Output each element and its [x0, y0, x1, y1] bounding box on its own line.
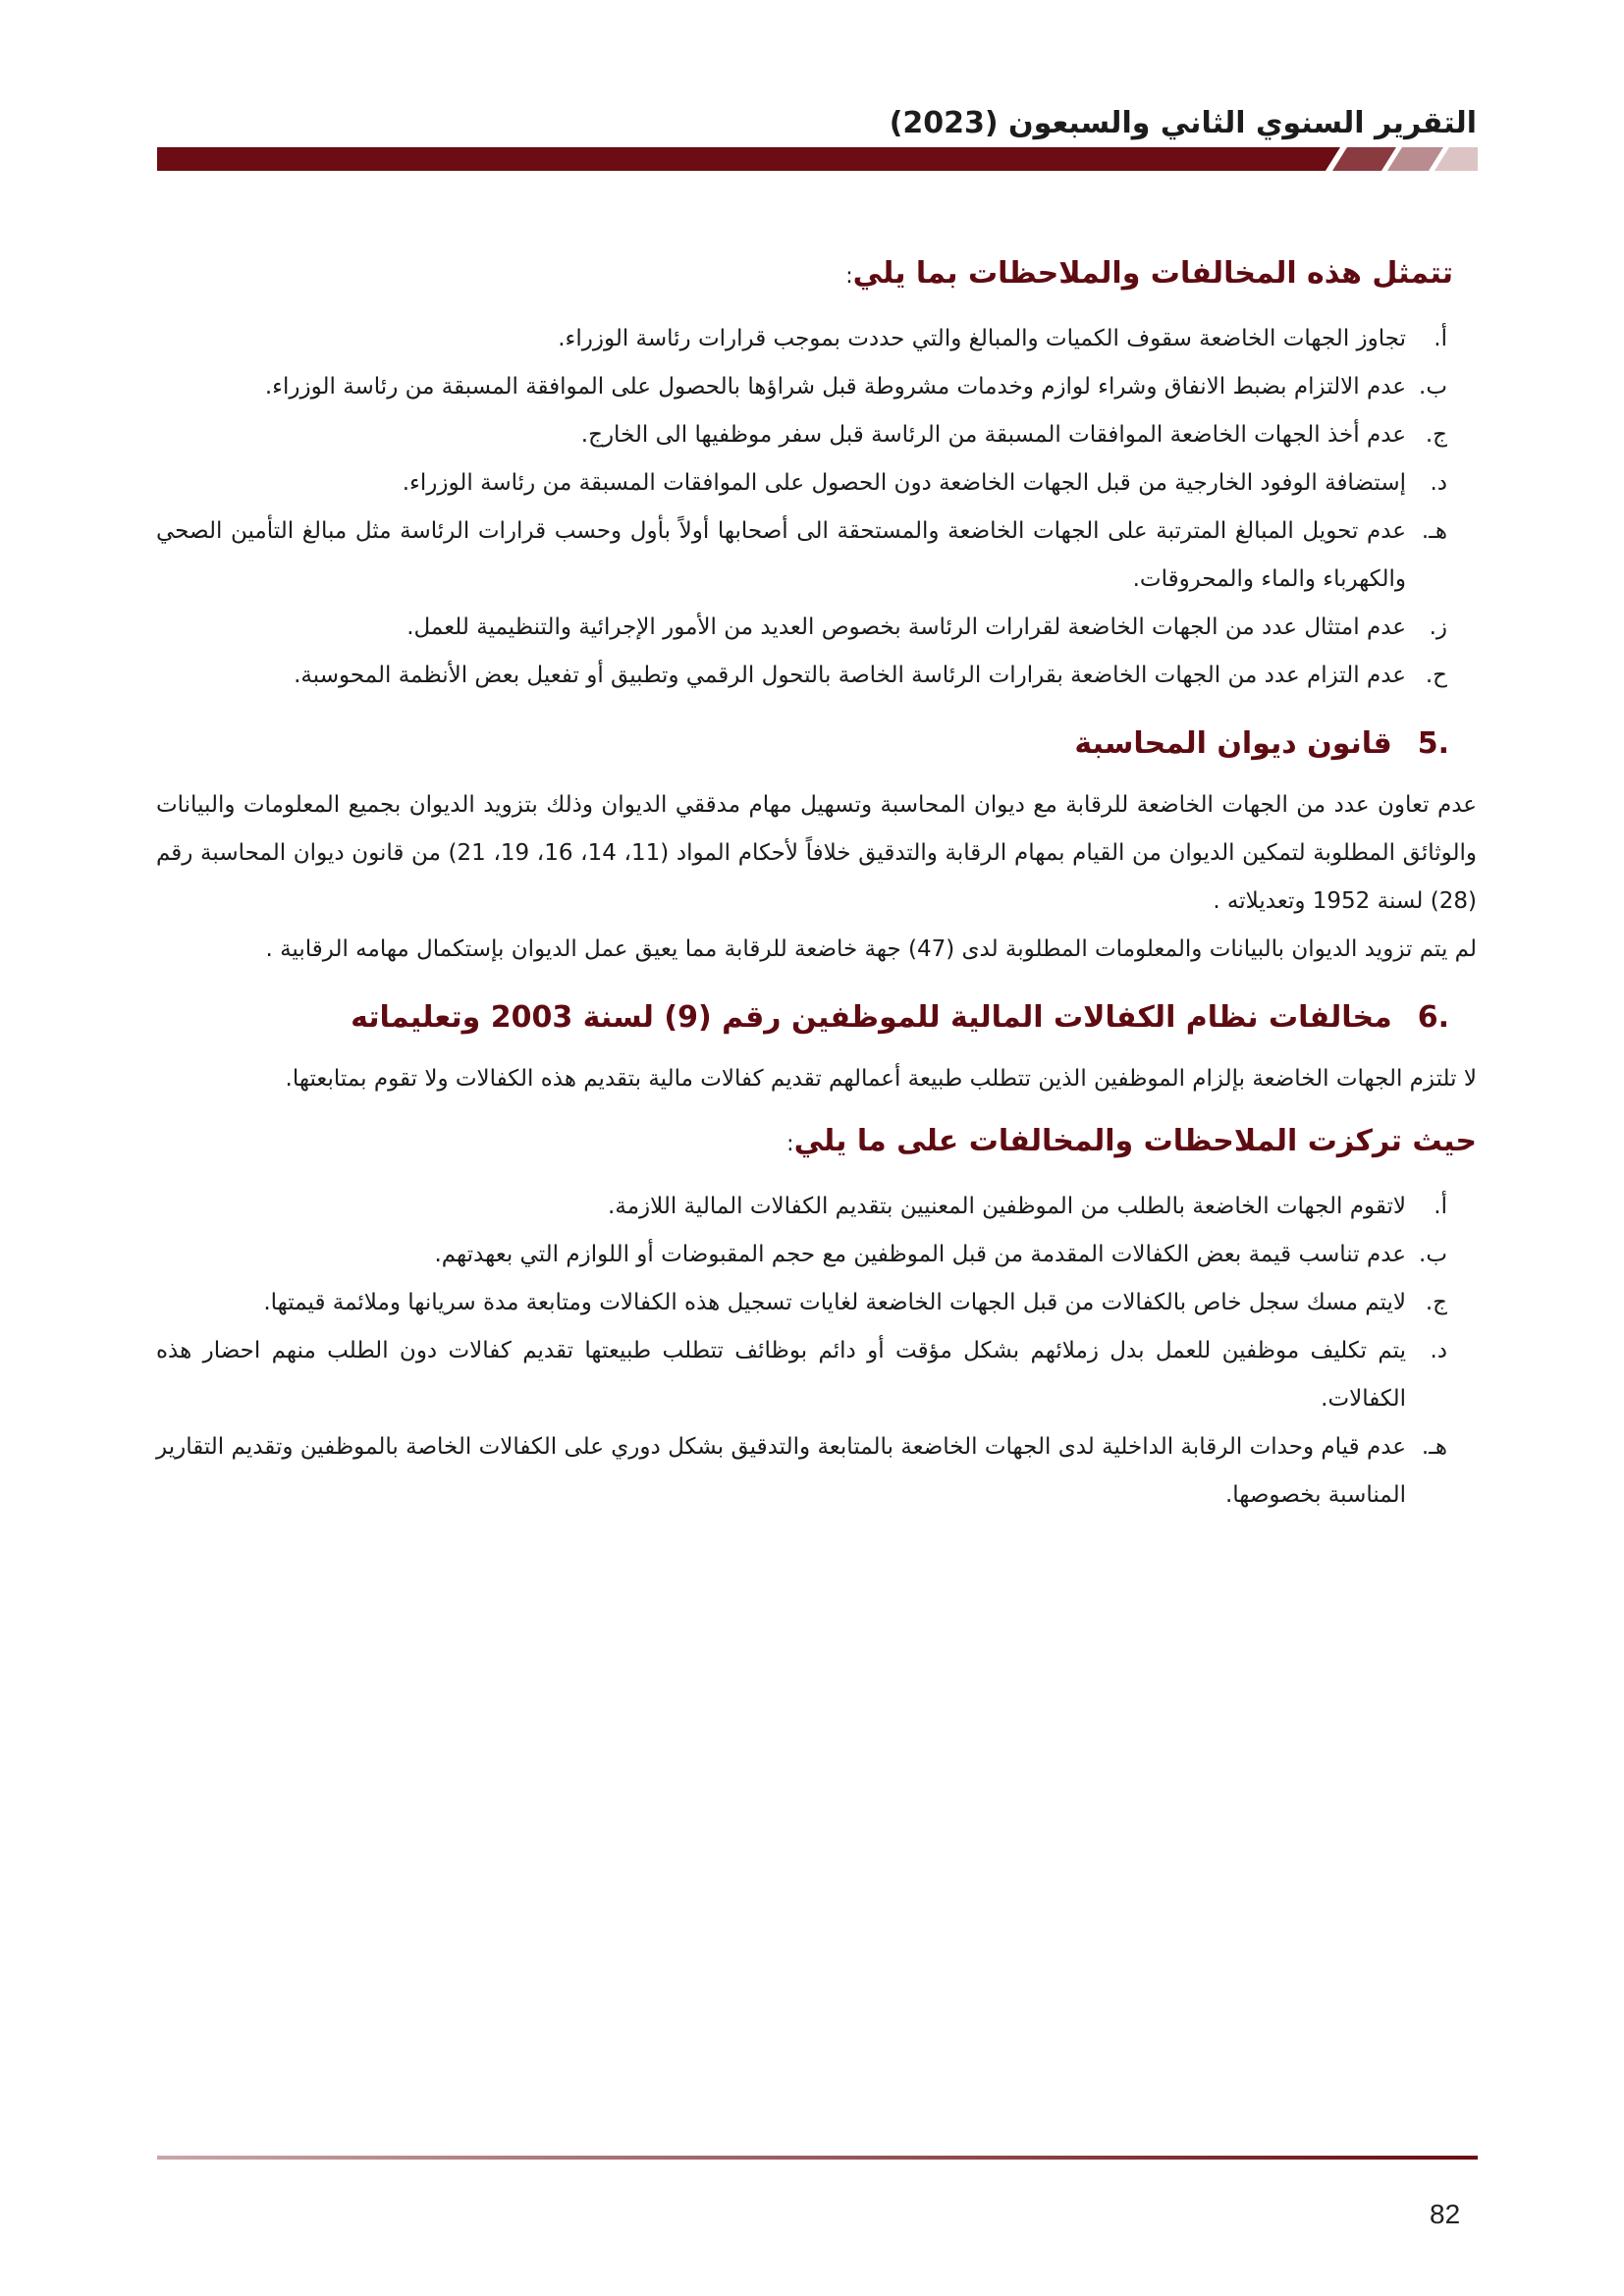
- page-number: 82: [1430, 2199, 1461, 2229]
- header-decorative-bar: [157, 147, 1478, 171]
- list-marker: ج.: [1425, 422, 1447, 448]
- list-item: [156, 363, 1477, 411]
- section-6-subheading: [156, 1119, 1477, 1163]
- list-item: [156, 1279, 1477, 1327]
- list-item-text: عدم تناسب قيمة بعض الكفالات المقدمة من قبل الموظفين مع حجم المقبوضات أو اللوازم التي بعهدتهم.: [434, 1242, 1406, 1267]
- section-5-heading: [156, 721, 1477, 766]
- footer-divider: [157, 2156, 1478, 2160]
- list-marker: ز.: [1429, 614, 1447, 640]
- list-marker: أ.: [1434, 326, 1447, 351]
- header-bar-main: [157, 147, 1340, 171]
- list-item: [156, 652, 1477, 700]
- section-6-subheading-colon: :: [786, 1132, 794, 1156]
- section-6-title: مخالفات نظام الكفالات المالية للموظفين رقم (9) لسنة 2003 وتعليماته: [351, 1000, 1392, 1035]
- list-marker: د.: [1430, 470, 1447, 496]
- section-6-subheading-text: حيث تركزت الملاحظات والمخالفات على ما يلي: [793, 1124, 1477, 1158]
- list-marker: ب.: [1419, 1242, 1447, 1267]
- list-item: [156, 507, 1477, 604]
- header-bar-fade-1: [1332, 147, 1396, 171]
- list-item-text: إستضافة الوفود الخارجية من قبل الجهات الخاضعة دون الحصول على الموافقات المسبقة من رئاسة الوزراء.: [402, 470, 1406, 496]
- section-5-paragraph: عدم تعاون عدد من الجهات الخاضعة للرقابة مع ديوان المحاسبة وتسهيل مهام مدققي الديوان وذلك بتزويد الديوان بجميع المعلومات والبيانات والوثائق المطلوبة لتمكين الديوان من القيام بمهام الرقابة والتدقيق خلافاً لأحكام المواد (11، 14، 16، 19، 21) من قانون ديوان المحاسبة رقم (28) لسنة 1952 وتعديلاته .: [156, 792, 1478, 914]
- list-marker: د.: [1430, 1338, 1447, 1363]
- section-5-number: .5: [1417, 726, 1449, 761]
- list-item: [156, 411, 1477, 459]
- list-item-text: عدم امتثال عدد من الجهات الخاضعة لقرارات الرئاسة بخصوص العديد من الأمور الإجرائية والتنظيمية للعمل.: [406, 614, 1406, 640]
- list-item: [156, 1183, 1477, 1231]
- section-6-heading: [156, 995, 1477, 1040]
- intro-heading: [156, 251, 1453, 295]
- list-item-text: يتم تكليف موظفين للعمل بدل زملائهم بشكل مؤقت أو دائم بوظائف تتطلب طبيعتها تقديم كفالات دون الطلب منهم احضار هذه الكفالات.: [156, 1338, 1406, 1412]
- list-item-text: عدم التزام عدد من الجهات الخاضعة بقرارات الرئاسة الخاصة بالتحول الرقمي وتطبيق أو تفعيل بعض الأنظمة المحوسبة.: [294, 663, 1406, 688]
- list-item-text: عدم الالتزام بضبط الانفاق وشراء لوازم وخدمات مشروطة قبل شراؤها بالحصول على الموافقة المسبقة من رئاسة الوزراء.: [264, 374, 1406, 400]
- list-item-text: عدم تحويل المبالغ المترتبة على الجهات الخاضعة والمستحقة الى أصحابها أولاً بأول وحسب قرارات الرئاسة مثل مبالغ التأمين الصحي والكهرباء والماء والمحروقات.: [156, 518, 1406, 592]
- page-content: [156, 236, 1477, 1525]
- header-bar-fade-2: [1387, 147, 1443, 171]
- list-marker: ح.: [1425, 663, 1447, 688]
- list-marker: أ.: [1434, 1194, 1447, 1219]
- list-item-text: تجاوز الجهات الخاضعة سقوف الكميات والمبالغ والتي حددت بموجب قرارات رئاسة الوزراء.: [558, 326, 1406, 351]
- list-marker: هـ.: [1421, 1434, 1447, 1460]
- list-marker: ج.: [1425, 1290, 1447, 1315]
- list-marker: هـ.: [1421, 518, 1447, 544]
- list-item-text: لاتقوم الجهات الخاضعة بالطلب من الموظفين المعنيين بتقديم الكفالات المالية اللازمة.: [608, 1194, 1406, 1219]
- report-header-title: التقرير السنوي الثاني والسبعون (2023): [889, 106, 1477, 140]
- intro-list: [156, 315, 1477, 700]
- list-item-text: عدم أخذ الجهات الخاضعة الموافقات المسبقة من الرئاسة قبل سفر موظفيها الى الخارج.: [580, 422, 1406, 448]
- list-item: [156, 1327, 1477, 1423]
- list-item: [156, 459, 1477, 507]
- section-6-paragraph: لا تلتزم الجهات الخاضعة بإلزام الموظفين الذين تتطلب طبيعة أعمالهم تقديم كفالات مالية بتقديم هذه الكفالات ولا تقوم بمتابعتها.: [285, 1066, 1477, 1092]
- section-5-paragraph: لم يتم تزويد الديوان بالبيانات والمعلومات المطلوبة لدى (47) جهة خاضعة للرقابة مما يعيق عمل الديوان بإستكمال مهامه الرقابية .: [265, 936, 1477, 962]
- list-item: [156, 1231, 1477, 1279]
- list-item-text: عدم قيام وحدات الرقابة الداخلية لدى الجهات الخاضعة بالمتابعة والتدقيق بشكل دوري على الكفالات الخاصة بالموظفين وتقديم التقارير المناسبة بخصوصها.: [156, 1434, 1406, 1508]
- section-6-list: [156, 1183, 1477, 1520]
- section-6-number: .6: [1417, 1000, 1449, 1035]
- list-item-text: لايتم مسك سجل خاص بالكفالات من قبل الجهات الخاضعة لغايات تسجيل هذه الكفالات ومتابعة مدة سريانها وملائمة قيمتها.: [263, 1290, 1406, 1315]
- intro-heading-text: تتمثل هذه المخالفات والملاحظات بما يلي: [852, 256, 1453, 291]
- section-5-title: قانون ديوان المحاسبة: [1074, 726, 1392, 761]
- list-marker: ب.: [1419, 374, 1447, 400]
- list-item: [156, 604, 1477, 652]
- list-item: [156, 315, 1477, 363]
- list-item: [156, 1423, 1477, 1520]
- intro-heading-colon: :: [845, 264, 853, 289]
